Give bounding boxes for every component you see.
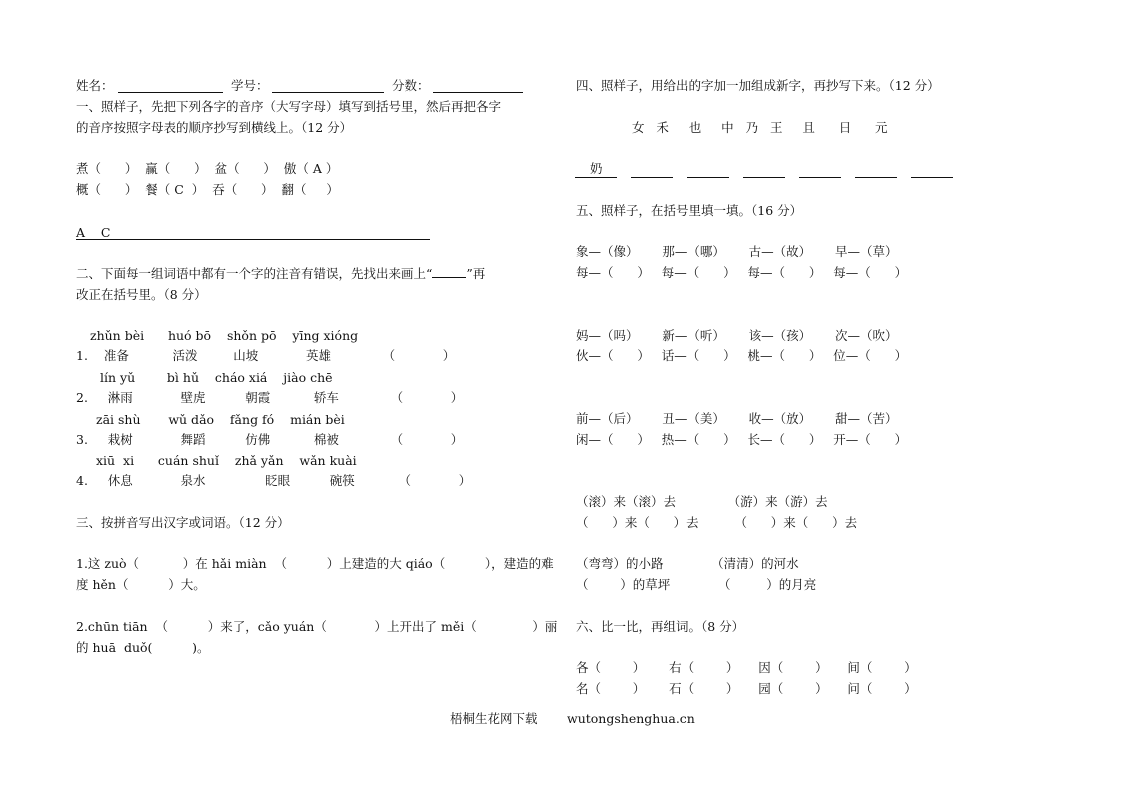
item1-words: 1. 准备 活泼 山坡 英雄 （ ） (76, 348, 456, 363)
item2-words: 2. 淋雨 壁虎 朝霞 轿车 （ ） (76, 390, 464, 405)
item2-pinyin: lín yǔ bì hǔ cháo xiá jiào chē (100, 370, 333, 385)
section5-pair2-row1: （弯弯）的小路 （清清）的河水 (576, 556, 799, 571)
section3-q1-line2: 度 hěn（ ）大。 (76, 577, 206, 592)
section1-title-line2: 的音序按照字母表的顺序抄写到横线上。（12 分） (76, 120, 353, 135)
section4-blank-6[interactable] (855, 177, 897, 178)
section4-blank-4[interactable] (743, 177, 785, 178)
item4-words: 4. 休息 泉水 眨眼 碗筷 （ ） (76, 473, 472, 488)
section4-example: 奶 (590, 161, 603, 176)
section2-title-part-b: ”再 (466, 266, 486, 281)
section1-answer-text: A C (76, 225, 111, 240)
section6-row2: 名（ ） 石（ ） 园（ ） 问（ ） (576, 681, 917, 696)
section3-q2-line1: 2.chūn tiān （ ）来了，cǎo yuán（ ）上开出了 měi（ ）丽 (76, 619, 558, 634)
item4-pinyin: xiū xi cuán shuǐ zhǎ yǎn wǎn kuài (96, 453, 357, 468)
section3-title: 三、按拼音写出汉字或词语。（12 分） (76, 515, 290, 530)
section5-group2-row1: 妈—（吗） 新—（听） 该—（孩） 次—（吹） (576, 328, 898, 343)
name-field[interactable] (118, 92, 223, 93)
section4-blank-1[interactable] (575, 177, 617, 178)
section3-q2-line2: 的 huā duǒ( )。 (76, 640, 210, 655)
section1-row1: 煮（ ） 赢（ ） 盆（ ） 傲（ A ） (76, 161, 339, 176)
section6-title: 六、比一比，再组词。（8 分） (576, 619, 745, 634)
section5-pair1-row1: （滚）来（滚）去 （游）来（游）去 (576, 494, 828, 509)
section1-title-line1: 一、照样子，先把下列各字的音序（大写字母）填写到括号里，然后再把各字 (76, 99, 502, 114)
item3-words: 3. 栽树 舞蹈 仿佛 棉被 （ ） (76, 432, 464, 447)
section5-pair2-row2: （ ）的草坪 （ ）的月亮 (576, 577, 817, 592)
underline-sample (432, 277, 466, 278)
section5-group3-row2: 闲—（ ） 热—（ ） 长—（ ） 开—（ ） (576, 432, 908, 447)
section4-chars: 女 禾 也 中 乃 王 且 日 元 (632, 120, 888, 135)
section2-title-line1 (76, 266, 485, 282)
footer-site-name: 梧桐生花网下载 (450, 711, 538, 726)
section4-blank-3[interactable] (687, 177, 729, 178)
section4-blank-2[interactable] (631, 177, 673, 178)
section1-answer-line[interactable] (76, 239, 430, 240)
name-label: 姓名： (76, 78, 114, 93)
section4-title: 四、照样子，用给出的字加一加组成新字，再抄写下来。（12 分） (576, 78, 940, 93)
section5-title: 五、照样子，在括号里填一填。（16 分） (576, 203, 803, 218)
student-id-label: 学号： (231, 78, 269, 93)
section2-title-part-a: 二、下面每一组词语中都有一个字的注音有错误，先找出来画上“ (76, 266, 433, 281)
section4-blank-7[interactable] (911, 177, 953, 178)
item1-pinyin: zhǔn bèi huó bō shǒn pō yīng xióng (90, 328, 359, 343)
section2-title-line2: 改正在括号里。（8 分） (76, 287, 207, 302)
section4-blank-5[interactable] (799, 177, 841, 178)
student-id-field[interactable] (272, 92, 384, 93)
section5-group3-row1: 前—（后） 丑—（美） 收—（放） 甜—（苦） (576, 411, 898, 426)
footer-site-url[interactable]: wutongshenghua.cn (567, 711, 695, 726)
section6-row1: 各（ ） 右（ ） 因（ ） 间（ ） (576, 660, 917, 675)
section3-q1-line1: 1.这 zuò（ ）在 hǎi miàn （ ）上建造的大 qiáo（ ），建造的难 (76, 556, 554, 571)
score-label: 分数： (392, 78, 430, 93)
section5-group2-row2: 伙—（ ） 话—（ ） 桃—（ ） 位—（ ） (576, 348, 908, 363)
item3-pinyin: zāi shù wǔ dǎo fǎng fó mián bèi (96, 412, 345, 427)
section5-pair1-row2: （ ）来（ ）去 （ ）来（ ）去 (576, 515, 858, 530)
section5-group1-row2: 每—（ ） 每—（ ） 每—（ ） 每—（ ） (576, 265, 908, 280)
score-field[interactable] (433, 92, 523, 93)
section5-group1-row1: 象—（像） 那—（哪） 古—（故） 早—（草） (576, 244, 898, 259)
section1-row2: 概（ ） 餐（ C ） 吞（ ） 翻（ ） (76, 182, 339, 197)
